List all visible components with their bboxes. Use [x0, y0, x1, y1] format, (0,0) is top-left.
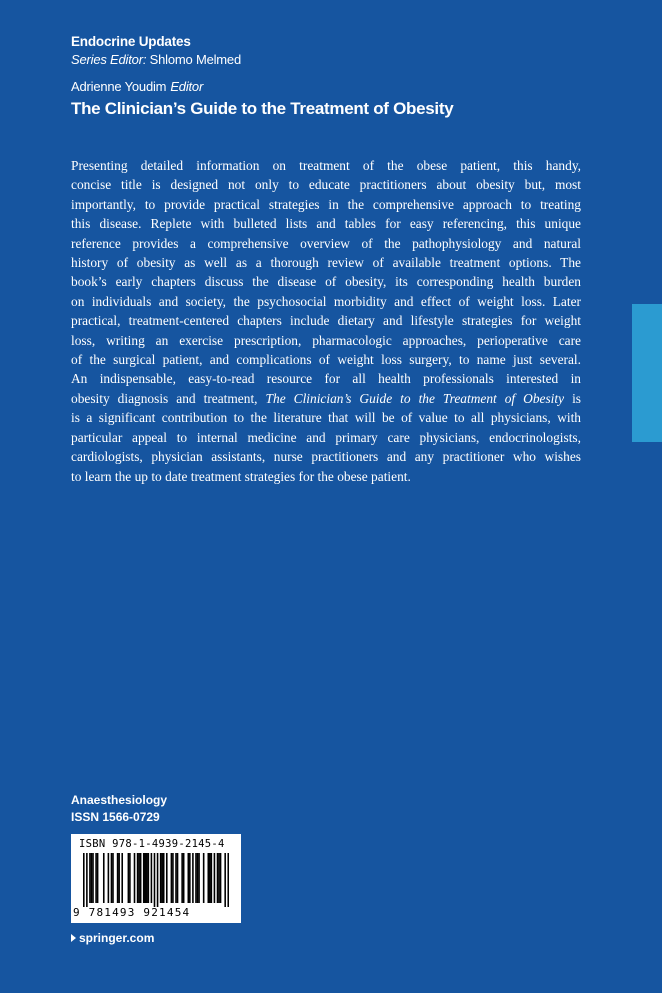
- barcode-bar: [198, 853, 200, 903]
- description-line: [71, 389, 581, 408]
- description-line: is a significant contribution to the literature that will be of value to all physicians, with: [71, 410, 581, 426]
- barcode-bar: [121, 853, 123, 903]
- barcode-bar: [163, 853, 165, 903]
- barcode-bar: [203, 853, 205, 903]
- barcode-bar: [108, 853, 110, 903]
- description-book-title: The Clinician’s Guide to the Treatment of Obesity: [265, 390, 565, 406]
- book-description: [71, 156, 581, 486]
- barcode-bar: [95, 853, 97, 903]
- description-line: reference provides a comprehensive overview of the pathophysiology and natural: [71, 235, 581, 251]
- barcode-bar: [146, 853, 148, 903]
- book-editor-role: Editor: [170, 79, 204, 94]
- barcode-bar: [172, 853, 174, 903]
- barcode-bar: [86, 853, 88, 907]
- barcode-bar: [91, 853, 93, 903]
- description-line: cardiologists, physician assistants, nurse practitioners and any practitioner who wishes: [71, 449, 581, 465]
- barcode-bar: [207, 853, 209, 903]
- barcode-bar: [144, 853, 146, 903]
- barcode-bar: [195, 853, 197, 903]
- springer-link[interactable]: [71, 931, 154, 945]
- barcode-bar: [192, 853, 194, 903]
- barcode-bar: [89, 853, 91, 903]
- barcode-bar: [138, 853, 140, 903]
- description-line: Presenting detailed information on treatment of the obese patient, this handy,: [71, 158, 581, 173]
- barcode-bar: [118, 853, 120, 903]
- barcode-bar: [111, 853, 113, 903]
- barcode-bar: [197, 853, 199, 903]
- barcode-bar: [188, 853, 190, 903]
- barcode-bar: [117, 853, 119, 903]
- barcode-bar: [166, 853, 168, 903]
- barcode-bar: [171, 853, 173, 903]
- barcode-bar: [214, 853, 216, 903]
- issn-number: ISSN 1566-0729: [71, 810, 160, 824]
- barcode-bar: [148, 853, 150, 903]
- barcode-bar: [83, 853, 85, 907]
- barcode-bar: [103, 853, 105, 903]
- barcode-bar: [189, 853, 191, 903]
- barcode-bar: [128, 853, 130, 903]
- isbn-barcode: [71, 834, 241, 923]
- barcode-bars: [83, 853, 229, 907]
- barcode-bar: [183, 853, 185, 903]
- description-line: on individuals and society, the psychosocial morbidity and effect of weight loss. Later: [71, 293, 581, 309]
- description-line: importantly, to provide practical strategies in the comprehensive approach to treating: [71, 196, 581, 212]
- edge-color-tab: [632, 304, 662, 442]
- description-text: obesity diagnosis and treatment,: [71, 390, 258, 406]
- series-info: [71, 792, 167, 826]
- barcode-bar: [143, 853, 145, 903]
- series-editor-name: Shlomo Melmed: [149, 52, 241, 67]
- description-line: history of obesity as well as a thorough review of available treatment options. The: [71, 255, 581, 271]
- description-line: concise title is designed not only to educate practitioners about obesity but, most: [71, 177, 581, 193]
- description-line: An indispensable, easy-to-read resource for all health professionals interested in: [71, 371, 581, 387]
- barcode-bar: [112, 853, 114, 903]
- barcode-bar: [129, 853, 131, 903]
- series-editor-role: Series Editor:: [71, 52, 147, 67]
- barcode-bar: [224, 853, 226, 907]
- description-line: of the surgical patient, and complications of weight loss surgery, to name just several.: [71, 352, 581, 368]
- barcode-bar: [227, 853, 229, 907]
- description-line: practical, treatment-centered chapters include dietary and lifestyle strategies for weight: [71, 313, 581, 329]
- triangle-right-icon: [71, 934, 76, 942]
- barcode-bar: [217, 853, 219, 903]
- description-text: is: [572, 390, 582, 406]
- barcode-bar: [137, 853, 139, 903]
- barcode-bar: [160, 853, 162, 903]
- barcode-bar: [220, 853, 222, 903]
- series-editor: [71, 51, 453, 69]
- barcode-digits: 9 781493 921454: [73, 906, 191, 919]
- barcode-bar: [92, 853, 94, 903]
- barcode-bar: [134, 853, 136, 903]
- book-title: The Clinician’s Guide to the Treatment of Obesity: [71, 99, 454, 118]
- cover-header: [71, 33, 453, 121]
- springer-link-label: springer.com: [79, 931, 155, 945]
- barcode-bar: [175, 853, 177, 903]
- barcode-bar: [181, 853, 183, 903]
- barcode-bar: [97, 853, 99, 903]
- description-line: this disease. Replete with bulleted lists and tables for easy referencing, this unique: [71, 216, 581, 232]
- barcode-bar: [218, 853, 220, 903]
- barcode-bar: [211, 853, 213, 903]
- barcode-bar: [154, 853, 156, 907]
- subject-category: Anaesthesiology: [71, 793, 168, 807]
- isbn-label: ISBN 978-1-4939-2145-4: [79, 838, 225, 850]
- description-line: loss, writing an exercise prescription, pharmacologic approaches, perioperative care: [71, 332, 581, 348]
- series-name: Endocrine Updates: [71, 34, 191, 49]
- description-line: to learn the up to date treatment strategies for the obese patient.: [71, 468, 411, 484]
- barcode-bar: [157, 853, 159, 907]
- description-line: book’s early chapters discuss the disease of obesity, its corresponding health burden: [71, 274, 581, 290]
- barcode-bar: [151, 853, 153, 903]
- book-editor: [71, 78, 453, 96]
- barcode-bar: [140, 853, 142, 903]
- barcode-bar: [161, 853, 163, 903]
- description-line: particular appeal to internal medicine and primary care physicians, endocrinologists,: [71, 429, 581, 445]
- barcode-bar: [209, 853, 211, 903]
- barcode-bar: [177, 853, 179, 903]
- book-editor-name: Adrienne Youdim: [71, 79, 167, 94]
